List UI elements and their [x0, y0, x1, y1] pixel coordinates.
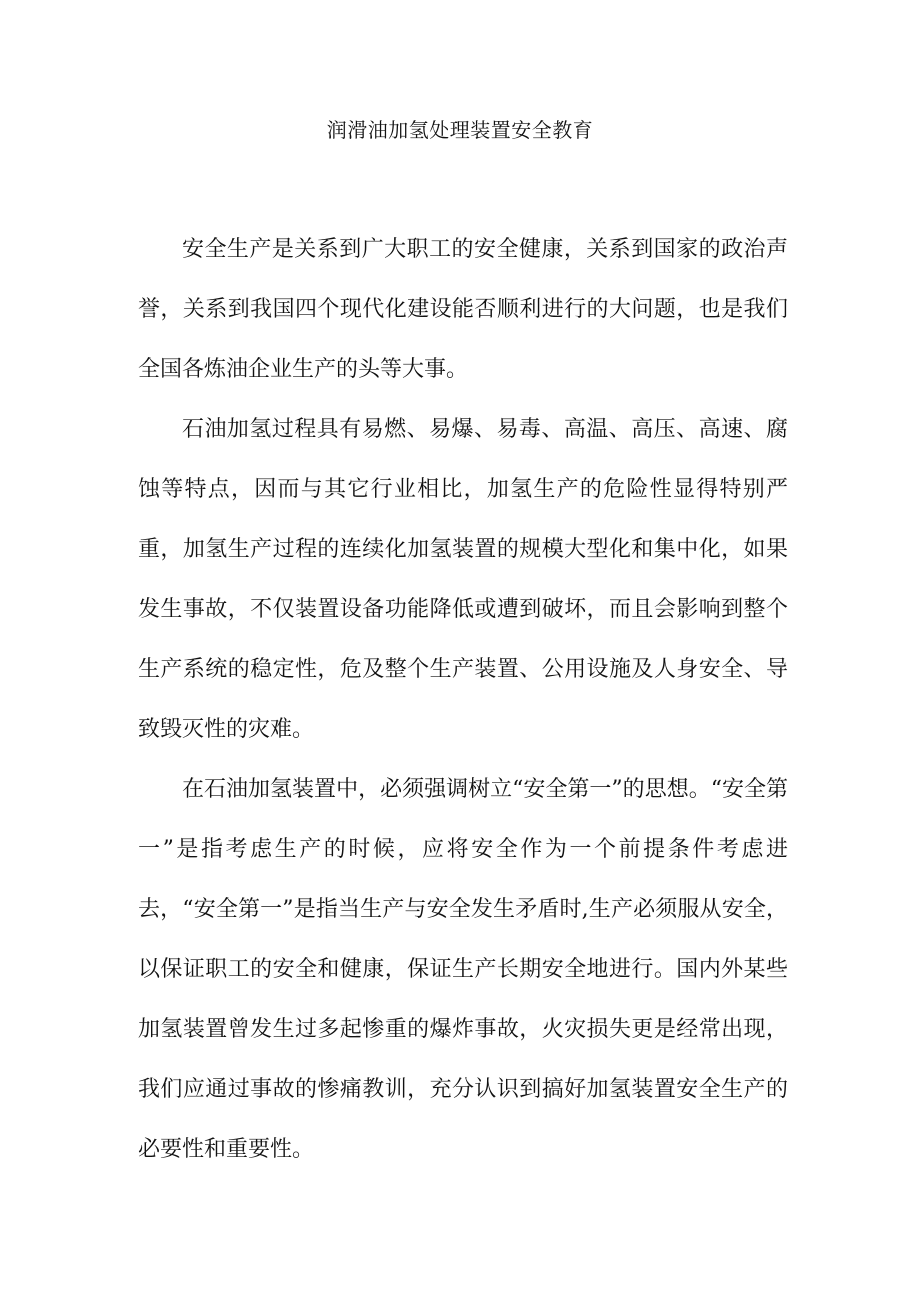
paragraph-safety-importance: 安全生产是关系到广大职工的安全健康，关系到国家的政治声誉，关系到我国四个现代化建设能否顺利进行的大问题，也是我们全国各炼油企业生产的头等大事。	[138, 237, 788, 382]
document-body	[138, 220, 788, 1180]
paragraph-hydrogenation-hazards: 石油加氢过程具有易燃、易爆、易毒、高温、高压、高速、腐蚀等特点，因而与其它行业相比，加氢生产的危险性显得特别严重，加氢生产过程的连续化加氢装置的规模大型化和集中化，如果发生事故，不仅装置设备功能降低或遭到破坏，而且会影响到整个生产系统的稳定性，危及整个生产装置、公用设施及人身安全、导致毁灭性的灾难。	[138, 417, 788, 742]
document-title: 润滑油加氢处理装置安全教育	[326, 118, 594, 142]
paragraph-safety-first: 在石油加氢装置中，必须强调树立“安全第一”的思想。“安全第一”是指考虑生产的时候，应将安全作为一个前提条件考虑进去，“安全第一”是指当生产与安全发生矛盾时,生产必须服从安全，以保证职工的安全和健康，保证生产长期安全地进行。国内外某些加氢装置曾发生过多起惨重的爆炸事故，火灾损失更是经常出现，我们应通过事故的惨痛教训，充分认识到搞好加氢装置安全生产的必要性和重要性。	[138, 777, 788, 1162]
